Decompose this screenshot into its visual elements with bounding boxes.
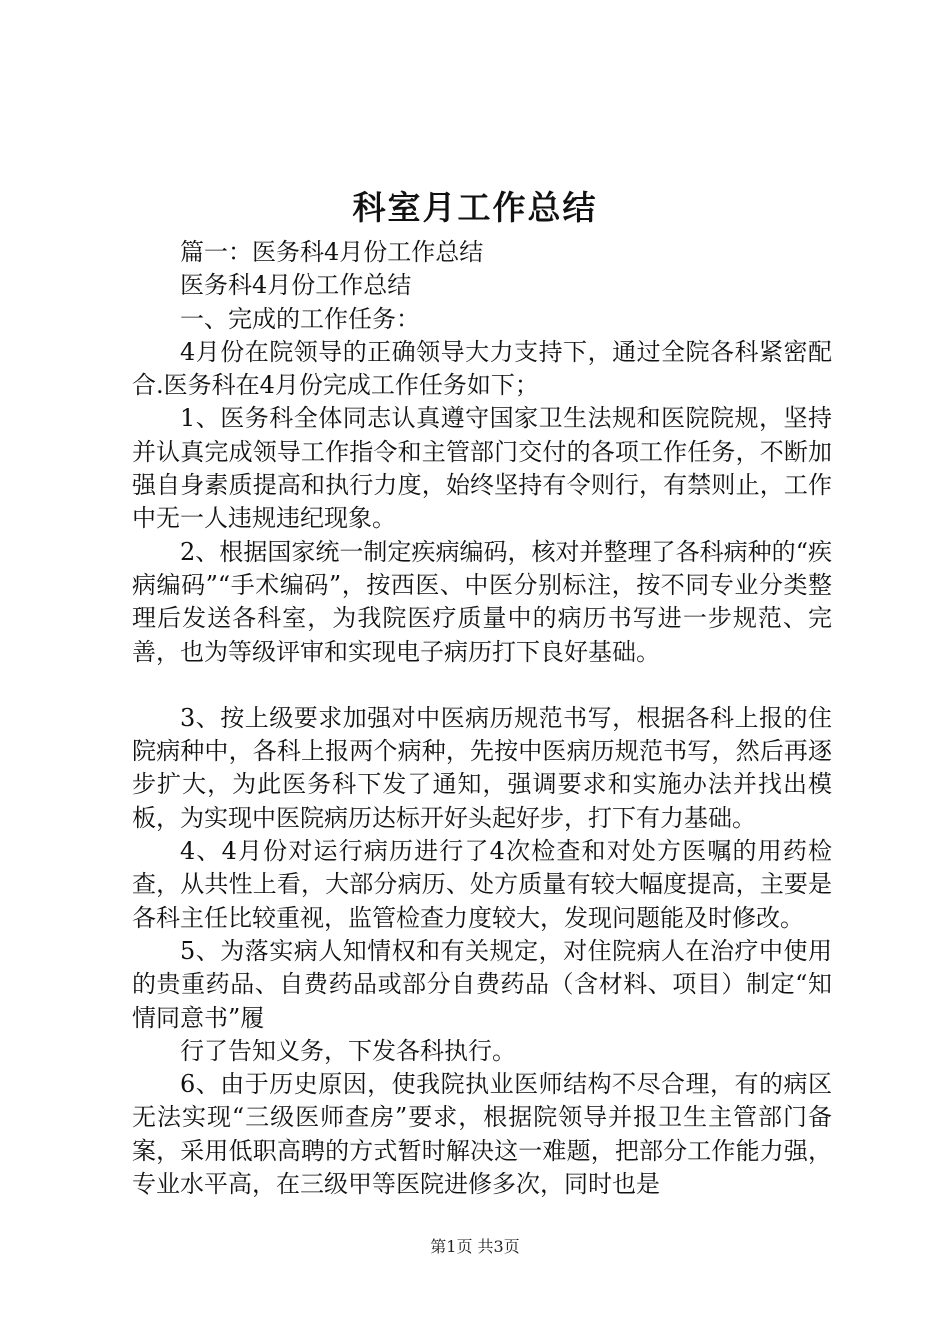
paragraph-part-heading: 篇一：医务科4月份工作总结 [180, 238, 484, 266]
document-body [132, 236, 832, 1201]
page-footer: 第1页 共3页 [430, 1237, 520, 1256]
paragraph-item-4: 4、4月份对运行病历进行了4次检查和对处方医嘱的用药检查，从共性上看，大部分病历、处方质量有较大幅度提高，主要是各科主任比较重视，监管检查力度较大，发现问题能及时修改。 [132, 837, 832, 932]
paragraph-item-3: 3、按上级要求加强对中医病历规范书写，根据各科上报的住院病种中，各科上报两个病种，先按中医病历规范书写，然后再逐步扩大，为此医务科下发了通知，强调要求和实施办法并找出模板，为实现中医院病历达标开好头起好步，打下有力基础。 [132, 703, 832, 832]
paragraph-item-6: 6、由于历史原因，使我院执业医师结构不尽合理，有的病区无法实现“三级医师查房”要求，根据院领导并报卫生主管部门备案，采用低职高聘的方式暂时解决这一难题，把部分工作能力强，专业水平高，在三级甲等医院进修多次，同时也是 [132, 1070, 832, 1199]
paragraph-intro: 4月份在院领导的正确领导大力支持下，通过全院各科紧密配合.医务科在4月份完成工作任务如下； [132, 337, 832, 400]
paragraph-item-5: 5、为落实病人知情权和有关规定，对住院病人在治疗中使用的贵重药品、自费药品或部分自费药品（含材料、项目）制定“知情同意书”履 [132, 936, 832, 1032]
blank-line [132, 669, 832, 702]
paragraph-item-2: 2、根据国家统一制定疾病编码，核对并整理了各科病种的“疾病编码”“手术编码”，按西医、中医分别标注，按不同专业分类整理后发送各科室，为我院医疗质量中的病历书写进一步规范、完善，也为等级评审和实现电子病历打下良好基础。 [132, 537, 832, 666]
paragraph-item-5-continued: 行了告知义务，下发各科执行。 [180, 1036, 516, 1065]
paragraph-section-heading: 一、完成的工作任务： [180, 304, 420, 333]
paragraph-subtitle: 医务科4月份工作总结 [180, 271, 412, 300]
document-title: 科室月工作总结 [352, 188, 598, 227]
paragraph-item-1: 1、医务科全体同志认真遵守国家卫生法规和医院院规，坚持并认真完成领导工作指令和主管部门交付的各项工作任务，不断加强自身素质提高和执行力度，始终坚持有令则行，有禁则止，工作中无一人违规违纪现象。 [132, 404, 832, 533]
